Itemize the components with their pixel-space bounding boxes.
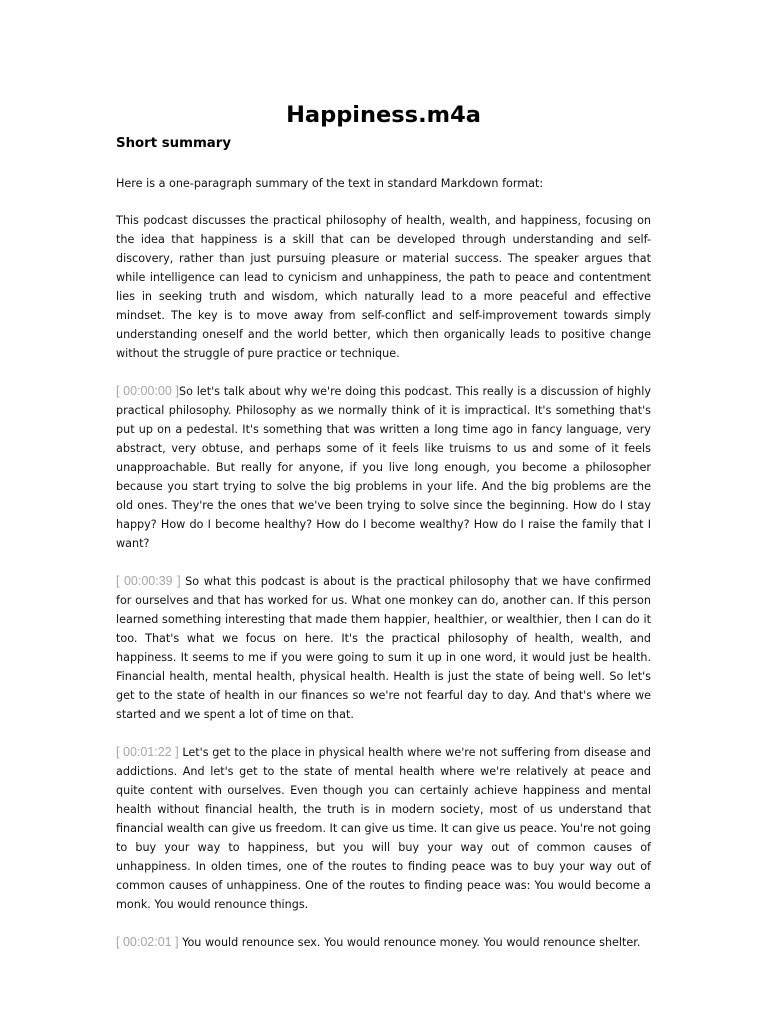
timestamp: [ 00:01:22 ] [116, 745, 179, 759]
document-title: Happiness.m4a [286, 102, 481, 128]
transcript-segment [116, 743, 651, 914]
timestamp: [ 00:00:39 ] [116, 574, 181, 588]
timestamp: [ 00:02:01 ] [116, 935, 179, 949]
transcript-text: You would renounce sex. You would renounce money. You would renounce shelter. [178, 936, 641, 949]
summary-heading: Short summary [116, 136, 232, 151]
summary-paragraph: This podcast discusses the practical philosophy of health, wealth, and happiness, focusing on the idea that happiness is a skill that can be developed through understanding and self-discovery, rather than just pursuing pleasure or material success. The speaker argues that while intelligence can lead to cynicism and unhappiness, the path to peace and contentment lies in seeking truth and wisdom, which naturally lead to a more peaceful and effective mindset. The key is to move away from self-conflict and self-improvement towards simply understanding oneself and the world better, which then organically leads to positive change without the struggle of pure practice or technique. [116, 214, 651, 360]
transcript-text: So let's talk about why we're doing this podcast. This really is a discussion of highly practical philosophy. Philosophy as we normally think of it is impractical. It's something that's put up on a pedestal. It's something that was written a long time ago in fancy language, very abstract, very obtuse, and perhaps some of it feels like truisms to us and some of it feels unapproachable. But really for anyone, if you live long enough, you become a philosopher because you start trying to solve the big problems in your life. And the big problems are the old ones. They're the ones that we've been trying to solve since the beginning. How do I stay happy? How do I become healthy? How do I become wealthy? How do I raise the family that I want? [116, 385, 651, 550]
transcript-segment [116, 572, 651, 724]
transcript-text: So what this podcast is about is the practical philosophy that we have confirmed for ourselves and that has worked for us. What one monkey can do, another can. If this person learned something interesting that made them happier, healthier, or wealthier, then I can do it too. That's what we focus on here. It's the practical philosophy of health, wealth, and happiness. It seems to me if you were going to sum it up in one word, it would just be health. Financial health, mental health, physical health. Health is just the state of being well. So let's get to the state of health in our finances so we're not fearful day to day. And that's where we started and we spent a lot of time on that. [116, 575, 651, 721]
summary-intro: Here is a one-paragraph summary of the text in standard Markdown format: [116, 177, 544, 190]
timestamp: [ 00:00:00 ] [116, 384, 179, 398]
transcript-segment [116, 933, 651, 952]
document-page [116, 96, 651, 952]
transcript-segment [116, 382, 651, 553]
transcript-text: Let's get to the place in physical health where we're not suffering from disease and addictions. And let's get to the state of mental health where we're relatively at peace and quite content with ourselves. Even though you can certainly achieve happiness and mental health without financial health, the truth is in modern society, most of us understand that financial wealth can give us freedom. It can give us time. It can give us peace. You're not going to buy your way to happiness, but you will buy your way out of common causes of unhappiness. In olden times, one of the routes to finding peace was to buy your way out of common causes of unhappiness. One of the routes to finding peace was: You would become a monk. You would renounce things. [116, 746, 651, 911]
